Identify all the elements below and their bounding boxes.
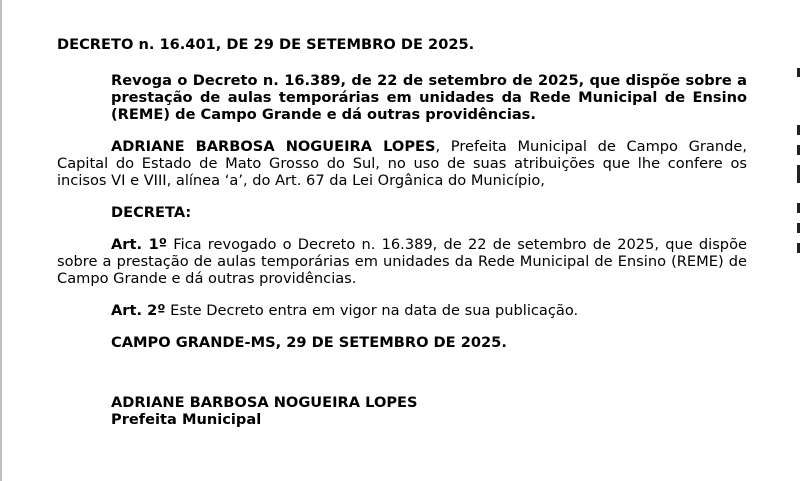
signature-block — [111, 394, 747, 428]
article-1-text: Fica revogado o Decreto n. 16.389, de 22 de setembro de 2025, que dispõe sobre a prestação de aulas temporárias em unidades da Rede Municipal de Ensino (REME) de Campo Grande e dá outras providências. — [57, 236, 747, 287]
article-2 — [111, 302, 747, 319]
cropped-column-edge — [794, 0, 800, 481]
signature-role: Prefeita Municipal — [111, 411, 262, 428]
page-left-border — [0, 0, 2, 481]
decree-document — [57, 36, 747, 428]
decreta-heading: DECRETA: — [111, 204, 192, 221]
article-2-label: Art. 2º — [111, 302, 166, 319]
article-2-text: Este Decreto entra em vigor na data de sua publicação. — [165, 302, 579, 319]
preamble-text: , Prefeita Municipal de Campo Grande, Capital do Estado de Mato Grosso do Sul, no uso de suas atribuições que lhe confere os incisos VI e VIII, alínea ‘a’, do Art. 67 da Lei Orgânica do Município, — [57, 138, 747, 189]
decree-ementa: Revoga o Decreto n. 16.389, de 22 de setembro de 2025, que dispõe sobre a prestação de aulas temporárias em unidades da Rede Municipal de Ensino (REME) de Campo Grande e dá outras providências. — [111, 72, 747, 123]
preamble-name: ADRIANE BARBOSA NOGUEIRA LOPES — [111, 138, 436, 155]
signature-name: ADRIANE BARBOSA NOGUEIRA LOPES — [111, 394, 418, 411]
place-date: CAMPO GRANDE-MS, 29 DE SETEMBRO DE 2025. — [111, 334, 507, 351]
article-1 — [57, 236, 747, 287]
article-1-label: Art. 1º — [111, 236, 168, 253]
decree-title: DECRETO n. 16.401, DE 29 DE SETEMBRO DE 2025. — [57, 36, 475, 53]
decree-preamble — [57, 138, 747, 189]
